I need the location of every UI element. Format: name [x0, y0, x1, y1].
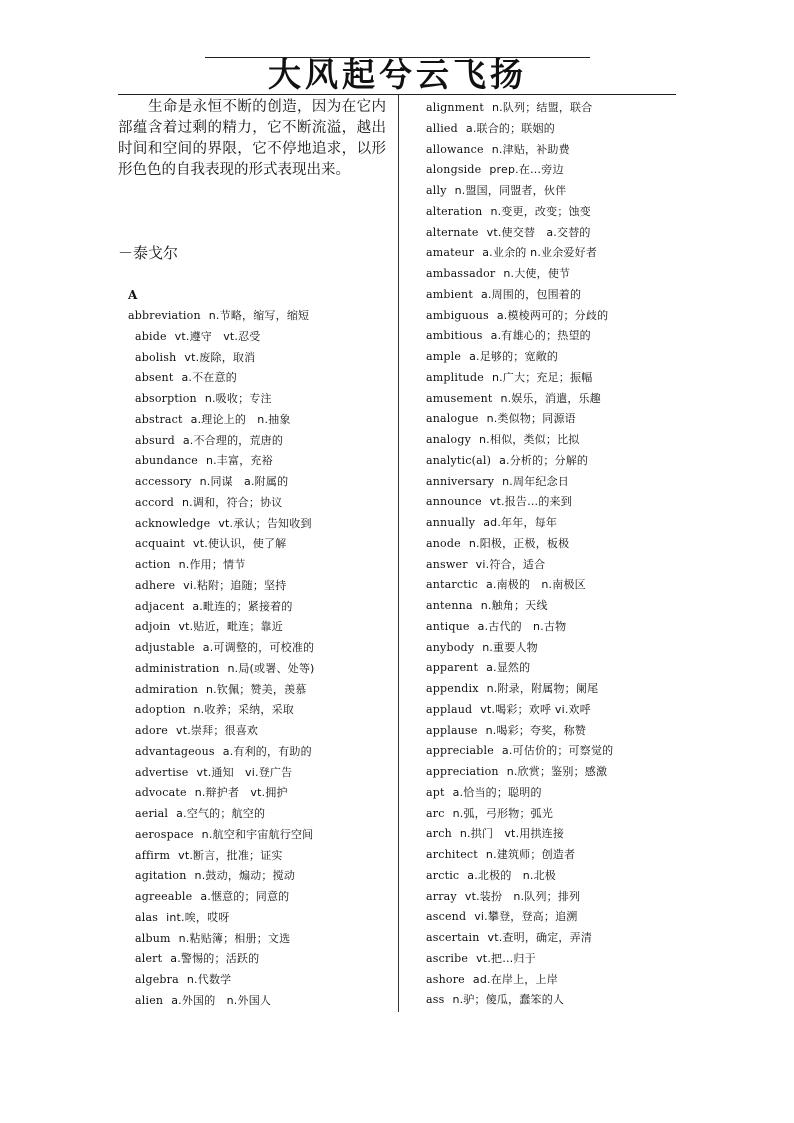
vocab-entry: [128, 658, 393, 679]
vocab-entry: [128, 492, 393, 513]
vocab-entry: [426, 782, 676, 803]
vocab-word: agreeable: [135, 890, 193, 903]
vocab-word: ascend: [426, 910, 467, 924]
vocab-definition: n.钦佩；赞美，羡慕: [206, 682, 307, 696]
vocab-definition: a.恰当的；聪明的: [452, 785, 542, 799]
vocab-word: antarctic: [426, 578, 478, 592]
vocab-word: appreciable: [426, 744, 494, 758]
vocab-definition: vt.喝彩；欢呼 vi.欢呼: [480, 702, 591, 716]
vocab-definition: a.毗连的；紧接着的: [192, 599, 293, 613]
vocab-entry: [128, 554, 393, 575]
vocab-entry: [128, 513, 393, 534]
vocab-word: advocate: [135, 786, 187, 800]
vocab-definition: a.惬意的；同意的: [200, 890, 290, 903]
vocab-entry: [426, 761, 676, 782]
vocab-word: adoption: [135, 703, 186, 717]
vocab-definition: a.南极的 n.南极区: [485, 578, 586, 592]
vocab-definition: a.足够的；宽敞的: [469, 350, 559, 363]
vocab-entry: [128, 616, 393, 637]
vocab-word: alien: [135, 993, 164, 1007]
vocab-definition: vt.把…归于: [476, 951, 536, 965]
section-letter: A: [128, 288, 138, 302]
vocab-entry: [426, 222, 676, 243]
vocab-entry: [128, 409, 393, 430]
vocab-definition: n.粘贴簿；相册；文选: [178, 931, 291, 945]
vocab-definition: vt.断言，批准；证实: [178, 848, 283, 862]
vocab-definition: a.可调整的，可校准的: [202, 641, 315, 654]
vocab-entry: [128, 782, 393, 803]
vocab-word: anode: [426, 536, 461, 550]
vocab-definition: n.丰富，充裕: [205, 454, 273, 468]
vocab-definition: a.有雄心的；热望的: [490, 329, 591, 343]
vocab-definition: n.大使，使节: [503, 267, 571, 280]
vocab-definition: n.津贴，补助费: [491, 142, 570, 156]
vocab-word: ascribe: [426, 951, 469, 965]
vocab-definition: vi.符合，适合: [475, 557, 546, 571]
vocab-word: ally: [426, 184, 447, 197]
vocab-word: allied: [426, 121, 458, 135]
vocab-entry: [426, 512, 676, 533]
vocab-definition: ad.在岸上，上岸: [472, 972, 558, 986]
vocab-definition: n.驴；傻瓜，蠢笨的人: [452, 993, 565, 1007]
vocab-word: adjoin: [135, 620, 171, 634]
vocab-entry: [426, 823, 676, 844]
vocab-entry: [426, 927, 676, 948]
vocab-definition: vt.使交替 a.交替的: [486, 225, 591, 239]
vocab-entry: [128, 388, 393, 409]
vocab-definition: n.盟国，同盟者，伙伴: [454, 184, 567, 197]
vocab-word: action: [135, 558, 171, 571]
vocab-entry: [128, 928, 393, 949]
vocab-definition: a.北极的 n.北极: [467, 868, 556, 882]
vocab-definition: a.空气的；航空的: [176, 807, 266, 820]
vocab-definition: n.欣赏；鉴别；感激: [506, 765, 608, 778]
vocab-entry: [128, 305, 393, 326]
vocab-definition: n.类似物；同源语: [486, 412, 576, 426]
vocab-entry: [128, 720, 393, 741]
vocab-entry: [426, 533, 676, 554]
vocab-entry: [128, 471, 393, 492]
vocab-definition: prep.在…旁边: [489, 163, 564, 177]
vocab-entry: [426, 139, 676, 160]
vocab-word: adjustable: [135, 641, 195, 654]
vocab-word: amusement: [426, 391, 493, 405]
vocab-entry: [426, 450, 676, 471]
vocab-entry: [426, 678, 676, 699]
vocab-definition: ad.年年，每年: [483, 516, 558, 529]
vocab-word: applaud: [426, 702, 473, 716]
vocab-definition: n.航空和宇宙航行空间: [201, 827, 314, 841]
vocab-word: alternate: [426, 225, 479, 239]
vocab-entry: [128, 845, 393, 866]
vocab-definition: n.吸收；专注: [204, 392, 272, 405]
vocab-word: annually: [426, 516, 476, 529]
vocab-entry: [426, 263, 676, 284]
vocab-definition: n.代数学: [186, 973, 232, 986]
vocab-entry: [426, 159, 676, 180]
vocab-definition: int.唉，哎呀: [166, 910, 230, 924]
vocab-entry: [426, 989, 676, 1010]
vocab-list-right: [426, 97, 676, 1010]
vocab-word: accord: [135, 495, 175, 509]
vocab-definition: n.节略，缩写，缩短: [208, 309, 310, 322]
vocab-entry: [426, 471, 676, 492]
vocab-word: accessory: [135, 475, 192, 488]
header-rule-bottom: [118, 94, 676, 95]
quote-author: －泰戈尔: [118, 244, 179, 262]
vocab-word: anniversary: [426, 474, 495, 488]
quote-text: 生命是永恒不断的创造，因为在它内部蕴含着过剩的精力，它不断流溢，越出时间和空间的界限，它不停地追求，以形形色色的自我表现的形式表现出来。: [118, 99, 386, 178]
vocab-word: ample: [426, 350, 462, 363]
vocab-word: ambitious: [426, 329, 483, 343]
vocab-entry: [128, 699, 393, 720]
vocab-word: appreciation: [426, 765, 499, 778]
vocab-word: allowance: [426, 142, 484, 156]
vocab-definition: n.喝彩；夸奖，称赞: [485, 723, 587, 737]
vocab-definition: n.收养；采纳，采取: [193, 703, 294, 717]
vocab-definition: n.广大；充足；振幅: [491, 370, 593, 384]
vocab-word: affirm: [135, 848, 171, 862]
vocab-entry: [426, 886, 676, 907]
vocab-word: album: [135, 931, 171, 945]
vocab-definition: vi.攀登，登高；追溯: [474, 910, 578, 924]
vocab-entry: [128, 907, 393, 928]
vocab-entry: [128, 347, 393, 368]
vocab-word: alongside: [426, 163, 482, 177]
vocab-entry: [426, 554, 676, 575]
vocab-word: adore: [135, 724, 168, 737]
vocab-word: anybody: [426, 640, 475, 654]
vocab-word: absorption: [135, 392, 197, 405]
vocab-entry: [128, 575, 393, 596]
vocab-definition: a.可估价的；可察觉的: [501, 744, 614, 758]
vocab-entry: [128, 741, 393, 762]
vocab-word: adjacent: [135, 599, 185, 613]
vocab-list-left: [128, 305, 393, 1011]
vocab-word: aerial: [135, 807, 169, 820]
vocab-word: abundance: [135, 454, 198, 468]
vocab-entry: [426, 637, 676, 658]
vocab-definition: n.弧，弓形物；弧光: [452, 806, 554, 820]
vocab-word: abolish: [135, 350, 177, 364]
vocab-word: apt: [426, 785, 445, 799]
vocab-entry: [128, 533, 393, 554]
vocab-word: ambiguous: [426, 308, 489, 322]
vocab-definition: a.不合理的，荒唐的: [182, 433, 284, 447]
vocab-entry: [426, 948, 676, 969]
vocab-word: advantageous: [135, 744, 215, 758]
vocab-entry: [426, 491, 676, 512]
vocab-word: ass: [426, 993, 445, 1007]
page-title: 大风起兮云飞扬: [268, 55, 527, 94]
vocab-entry: [128, 450, 393, 471]
vocab-entry: [128, 762, 393, 783]
vocab-entry: [128, 886, 393, 907]
vocab-word: applause: [426, 723, 478, 737]
vocab-entry: [426, 969, 676, 990]
vocab-word: aerospace: [135, 827, 194, 841]
vocab-entry: [128, 990, 393, 1011]
vocab-entry: [426, 844, 676, 865]
vocab-definition: n.作用；情节: [178, 558, 246, 571]
vocab-entry: [426, 325, 676, 346]
vocab-entry: [426, 242, 676, 263]
vocab-word: amplitude: [426, 370, 484, 384]
vocab-definition: vt.通知 vi.登广告: [196, 765, 293, 779]
vocab-entry: [128, 948, 393, 969]
vocab-entry: [426, 574, 676, 595]
vocab-word: abbreviation: [128, 309, 201, 322]
vocab-word: answer: [426, 557, 468, 571]
vocab-entry: [426, 97, 676, 118]
vocab-word: acquaint: [135, 537, 186, 551]
vocab-definition: a.联合的；联姻的: [465, 121, 555, 135]
vocab-definition: vt.承认；告知收到: [218, 516, 312, 530]
vocab-definition: n.辩护者 vt.拥护: [194, 786, 288, 800]
vocab-word: advertise: [135, 765, 189, 779]
vocab-entry: [426, 657, 676, 678]
vocab-entry: [426, 720, 676, 741]
vocab-word: arctic: [426, 868, 460, 882]
vocab-entry: [426, 740, 676, 761]
vocab-word: alert: [135, 952, 163, 966]
vocab-word: abide: [135, 329, 167, 343]
vocab-entry: [128, 367, 393, 388]
vocab-entry: [426, 118, 676, 139]
vocab-word: adhere: [135, 578, 176, 592]
vocab-entry: [426, 803, 676, 824]
column-divider: [398, 95, 399, 1012]
vocab-definition: n.周年纪念日: [502, 474, 569, 488]
vocab-definition: a.有利的，有助的: [222, 744, 312, 758]
vocab-definition: a.模棱两可的；分歧的: [496, 308, 609, 322]
vocab-word: arc: [426, 806, 445, 820]
vocab-word: acknowledge: [135, 516, 211, 530]
vocab-entry: [128, 637, 393, 658]
vocab-word: abstract: [135, 412, 183, 426]
vocab-definition: vt.报告…的来到: [489, 495, 572, 509]
vocab-definition: n.同谋 a.附属的: [199, 475, 289, 488]
vocab-definition: n.阳极，正极，板极: [468, 536, 570, 550]
vocab-definition: a.外国的 n.外国人: [171, 993, 272, 1007]
vocab-entry: [128, 803, 393, 824]
vocab-entry: [426, 865, 676, 886]
vocab-definition: n.娱乐，消遣，乐趣: [500, 391, 601, 405]
vocab-word: algebra: [135, 973, 179, 986]
vocab-definition: n.附录，附属物；阑尾: [486, 682, 599, 695]
vocab-word: array: [426, 889, 457, 903]
vocab-word: ashore: [426, 972, 465, 986]
vocab-definition: vt.使认识，使了解: [193, 537, 287, 551]
vocab-entry: [128, 865, 393, 886]
vocab-word: antenna: [426, 599, 473, 612]
vocab-definition: a.警惕的；活跃的: [170, 952, 260, 966]
vocab-entry: [128, 596, 393, 617]
vocab-entry: [426, 367, 676, 388]
vocab-entry: [128, 969, 393, 990]
vocab-definition: n.建筑师；创造者: [485, 848, 576, 861]
vocab-word: analogy: [426, 433, 471, 446]
vocab-definition: vi.粘附；追随；坚持: [183, 578, 287, 592]
vocab-definition: n.触角；天线: [480, 599, 548, 612]
vocab-definition: a.古代的 n.古物: [477, 619, 567, 633]
vocab-definition: vt.废除，取消: [184, 350, 256, 364]
vocab-word: amateur: [426, 246, 475, 260]
vocab-definition: a.理论上的 n.抽象: [190, 412, 291, 426]
vocab-word: agitation: [135, 869, 187, 883]
vocab-word: analytic(al): [426, 453, 492, 467]
vocab-word: antique: [426, 619, 470, 633]
vocab-definition: n.局(或署、处等): [227, 661, 315, 675]
vocab-definition: vt.遵守 vt.忍受: [174, 329, 261, 343]
vocab-entry: [128, 430, 393, 451]
vocab-word: admiration: [135, 682, 199, 696]
vocab-word: alteration: [426, 204, 483, 218]
vocab-entry: [426, 180, 676, 201]
vocab-definition: n.变更，改变；蚀变: [490, 204, 591, 218]
vocab-entry: [426, 388, 676, 409]
vocab-definition: n.队列；结盟，联合: [491, 101, 593, 114]
vocab-entry: [128, 679, 393, 700]
vocab-definition: vt.装扮 n.队列；排列: [464, 889, 581, 903]
vocab-definition: a.不在意的: [181, 371, 237, 385]
vocab-word: administration: [135, 661, 220, 675]
vocab-definition: n.拱门 vt.用拱连接: [459, 827, 565, 841]
vocab-entry: [426, 699, 676, 720]
vocab-word: absurd: [135, 433, 175, 447]
vocab-entry: [426, 201, 676, 222]
vocab-entry: [426, 408, 676, 429]
vocab-word: architect: [426, 848, 478, 861]
vocab-word: announce: [426, 495, 482, 509]
vocab-word: alignment: [426, 101, 484, 114]
vocab-entry: [426, 616, 676, 637]
vocab-definition: a.显然的: [486, 661, 531, 675]
vocab-entry: [426, 595, 676, 616]
vocab-word: analogue: [426, 412, 479, 426]
vocab-definition: a.业余的 n.业余爱好者: [482, 246, 598, 260]
vocab-definition: n.重要人物: [482, 640, 538, 654]
vocab-definition: vt.查明，确定，弄清: [487, 931, 593, 944]
vocab-definition: n.相似，类似；比拟: [479, 433, 580, 446]
vocab-definition: n.鼓动，煽动；搅动: [194, 869, 296, 883]
vocab-word: alas: [135, 910, 159, 924]
vocab-entry: [426, 346, 676, 367]
vocab-definition: a.分析的；分解的: [499, 453, 589, 467]
vocab-entry: [426, 429, 676, 450]
vocab-word: absent: [135, 371, 174, 385]
vocab-entry: [128, 824, 393, 845]
vocab-definition: a.周围的，包围着的: [480, 287, 582, 301]
vocab-word: apparent: [426, 661, 479, 675]
vocab-definition: vt.崇拜；很喜欢: [176, 724, 259, 737]
vocab-word: arch: [426, 827, 452, 841]
vocab-entry: [426, 906, 676, 927]
vocab-word: ascertain: [426, 931, 480, 944]
vocab-word: ambassador: [426, 267, 496, 280]
vocab-entry: [128, 326, 393, 347]
vocab-word: appendix: [426, 682, 479, 695]
vocab-word: ambient: [426, 287, 473, 301]
vocab-entry: [426, 305, 676, 326]
vocab-definition: n.调和，符合；协议: [182, 495, 283, 509]
vocab-entry: [426, 284, 676, 305]
vocab-definition: vt.贴近，毗连；靠近: [178, 620, 283, 634]
